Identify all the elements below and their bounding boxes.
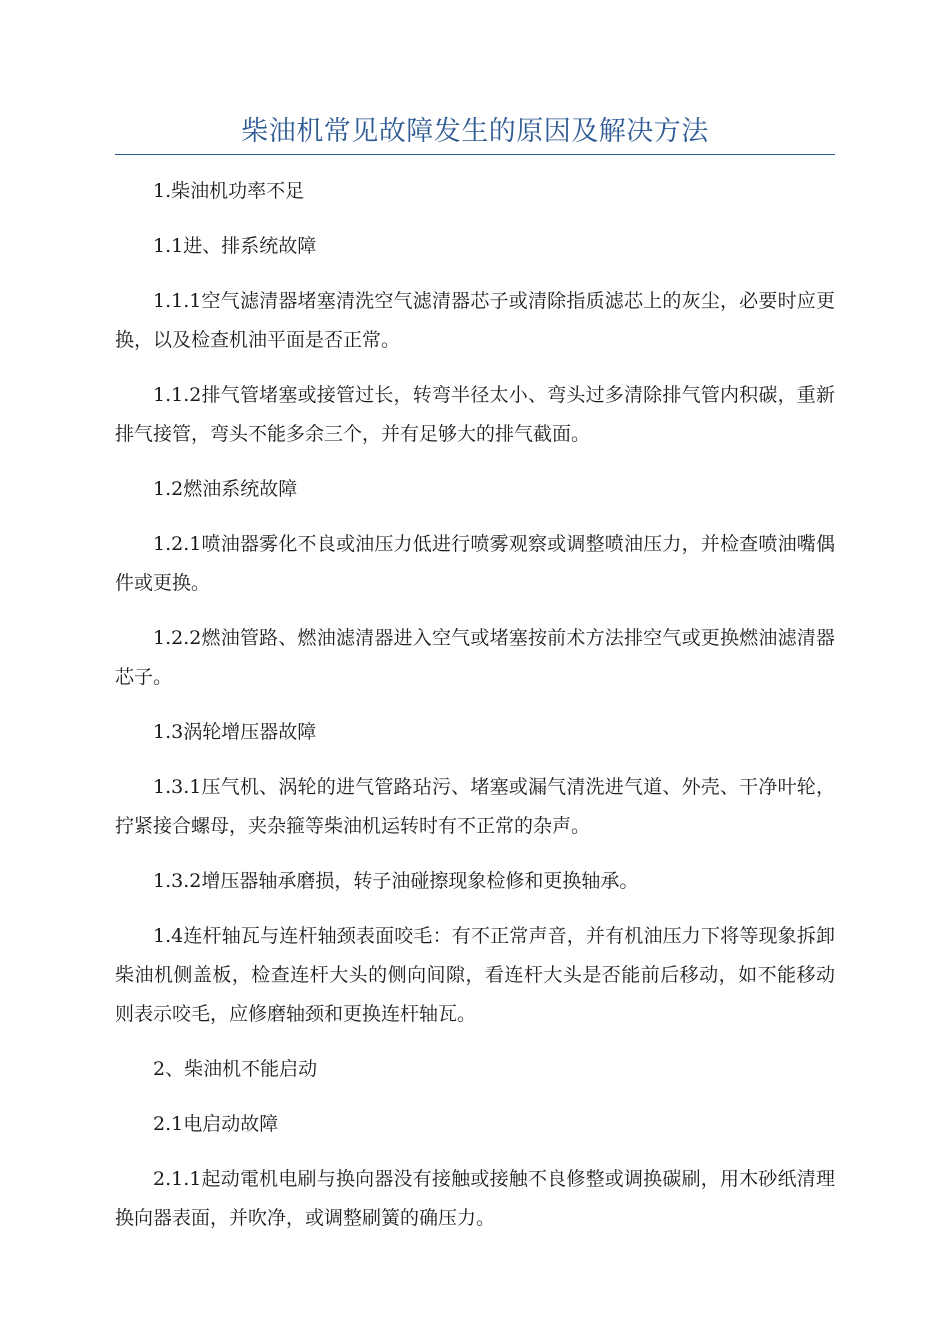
subsection-heading-1-3: 1.3涡轮增压器故障 (153, 721, 317, 743)
paragraph-1-1-1: 1.1.1空气滤清器堵塞清洗空气滤清器芯子或清除指质滤芯上的灰尘，必要时应更换，以及检查机油平面是否正常。 (115, 290, 835, 351)
paragraph-1-1-2: 1.1.2排气管堵塞或接管过长，转弯半径太小、弯头过多清除排气管内积碳，重新排气接管，弯头不能多余三个，并有足够大的排气截面。 (115, 384, 835, 445)
section-heading-2: 2、柴油机不能启动 (153, 1058, 318, 1080)
subsection-heading-1-1: 1.1进、排系统故障 (153, 235, 317, 257)
document-title: 柴油机常见故障发生的原因及解决方法 (241, 116, 709, 147)
paragraph-1-2-2: 1.2.2燃油管路、燃油滤清器进入空气或堵塞按前术方法排空气或更换燃油滤清器芯子。 (115, 627, 835, 688)
paragraph-1-4: 1.4连杆轴瓦与连杆轴颈表面咬毛：有不正常声音，并有机油压力下将等现象拆卸柴油机侧盖板，检查连杆大头的侧向间隙，看连杆大头是否能前后移动，如不能移动则表示咬毛，应修磨轴颈和更换连杆轴瓦。 (115, 925, 835, 1025)
paragraph-2-1-1: 2.1.1起动電机电刷与换向器没有接触或接触不良修整或调换碳刷，用木砂纸清理换向器表面，并吹净，或调整刷簧的确压力。 (115, 1168, 835, 1229)
paragraph-1-3-1: 1.3.1压气机、涡轮的进气管路玷污、堵塞或漏气清洗进气道、外壳、干净叶轮，拧紧接合螺母，夹杂箍等柴油机运转时有不正常的杂声。 (115, 776, 835, 837)
subsection-heading-2-1: 2.1电启动故障 (153, 1113, 279, 1135)
subsection-heading-1-2: 1.2燃油系统故障 (153, 478, 298, 500)
paragraph-1-2-1: 1.2.1喷油器雾化不良或油压力低进行喷雾观察或调整喷油压力，并检查喷油嘴偶件或更换。 (115, 533, 835, 594)
title-underline (115, 154, 835, 155)
document-body (115, 172, 835, 1254)
paragraph-1-3-2: 1.3.2增压器轴承磨损，转子油碰擦现象检修和更换轴承。 (153, 870, 639, 892)
section-heading-1: 1.柴油机功率不足 (153, 180, 305, 202)
